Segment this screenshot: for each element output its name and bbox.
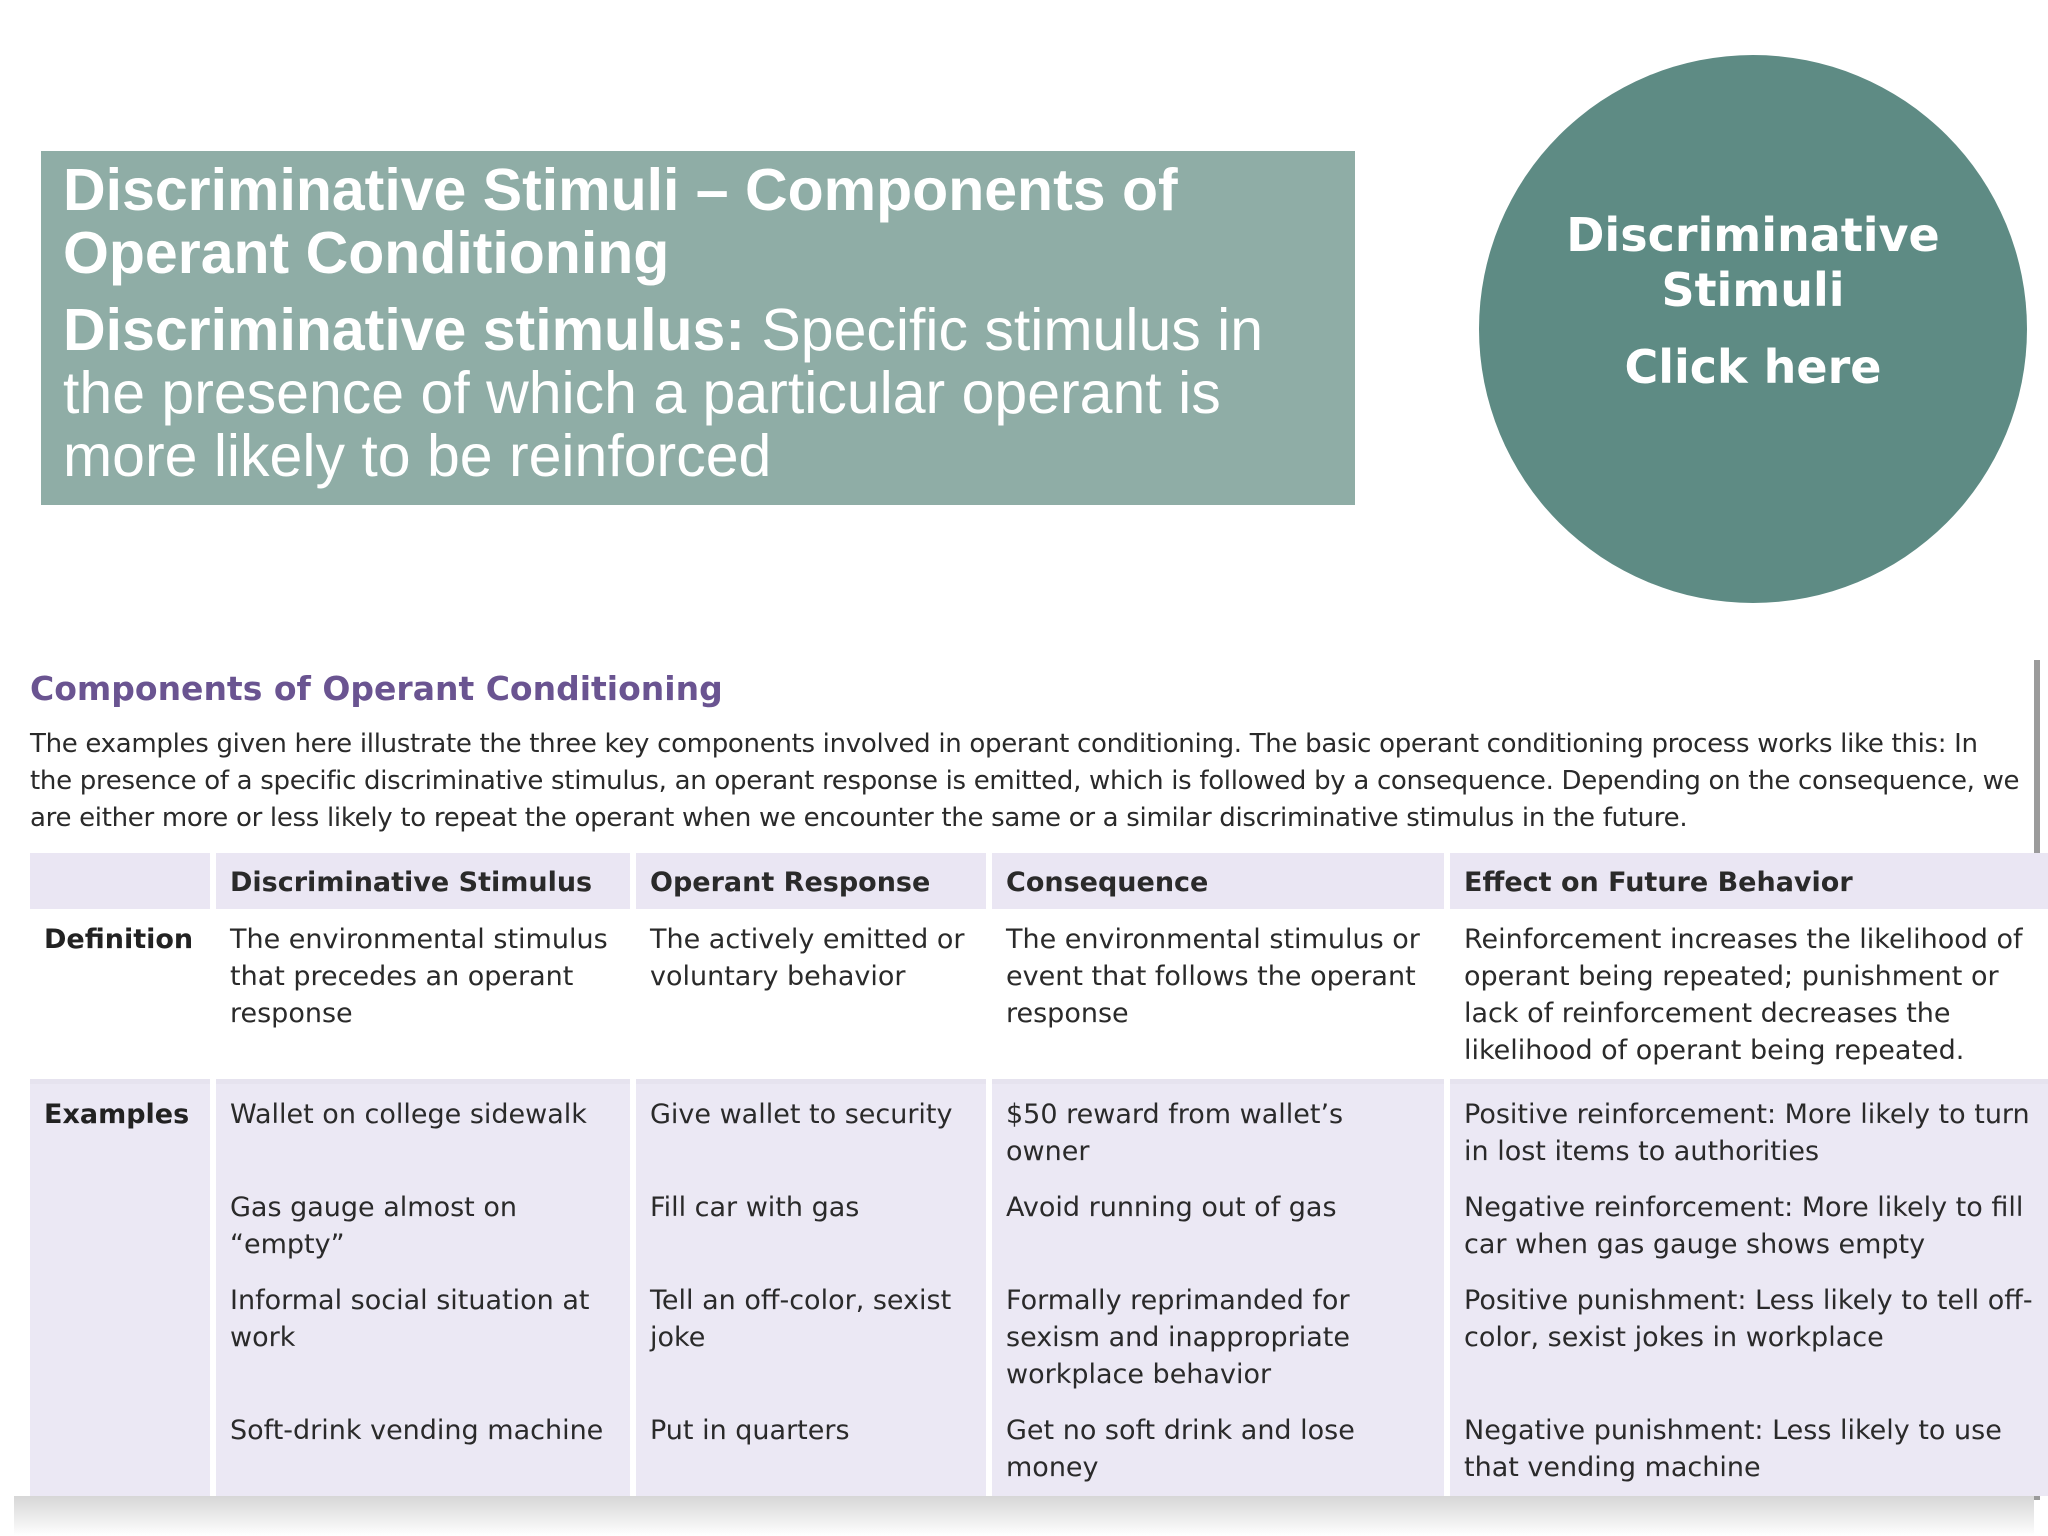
examples-column-consequence bbox=[992, 1084, 1444, 1496]
table-cell: Positive punishment: Less likely to tell off-color, sexist jokes in workplace bbox=[1464, 1285, 2033, 1353]
examples-column-effect-on-future-behavior bbox=[1450, 1084, 2048, 1496]
header-discriminative-stimulus: Discriminative Stimulus bbox=[216, 853, 630, 909]
panel-title: Components of Operant Conditioning bbox=[30, 669, 723, 708]
examples-column-discriminative-stimulus bbox=[216, 1084, 630, 1496]
slide-title: Discriminative Stimuli – Components of Operant Conditioning bbox=[63, 157, 1178, 286]
definition-body: Specific stimulus in the presence of which a particular operant is more likely to be reinforced bbox=[63, 297, 1264, 489]
table-cell: Give wallet to security bbox=[650, 1099, 953, 1130]
title-banner bbox=[41, 151, 1355, 505]
table-cell: Negative reinforcement: More likely to fill car when gas gauge shows empty bbox=[1464, 1192, 2024, 1260]
table-cell: Put in quarters bbox=[650, 1415, 850, 1446]
header-effect-on-future-behavior: Effect on Future Behavior bbox=[1450, 853, 2048, 909]
table-cell: Gas gauge almost on “empty” bbox=[230, 1192, 517, 1260]
examples-row-label: Examples bbox=[30, 1084, 210, 1496]
panel-description: The examples given here illustrate the three key components involved in operant conditioning. The basic operant conditioning process works like this: In the presence of a specific discriminative stimulus, an operant response is emitted, which is followed by a consequence. Depending on the consequence, we are either more or less likely to repeat the operant when we encounter the same or a similar discriminative stimulus in the future. bbox=[30, 729, 2020, 833]
definition-row-label: Definition bbox=[30, 909, 210, 1084]
table-cell: $50 reward from wallet’s owner bbox=[1006, 1099, 1344, 1167]
table-header-row bbox=[30, 853, 2048, 909]
discriminative-stimuli-link-button[interactable] bbox=[1479, 55, 2027, 603]
table-cell: Formally reprimanded for sexism and inappropriate workplace behavior bbox=[1006, 1285, 1350, 1390]
table-cell: The environmental stimulus that precedes an operant response bbox=[216, 909, 630, 1084]
table-cell: Get no soft drink and lose money bbox=[1006, 1415, 1355, 1483]
definition-text bbox=[63, 299, 1333, 488]
table-cell: The actively emitted or voluntary behavior bbox=[636, 909, 986, 1084]
table-cell: The environmental stimulus or event that follows the operant response bbox=[992, 909, 1444, 1084]
table-cell: Reinforcement increases the likelihood of operant being repeated; punishment or lack of reinforcement decreases the likelihood of operant being repeated. bbox=[1450, 909, 2048, 1084]
table-cell: Avoid running out of gas bbox=[1006, 1192, 1337, 1223]
table-cell: Soft-drink vending machine bbox=[230, 1415, 604, 1446]
header-operant-response: Operant Response bbox=[636, 853, 986, 909]
table-cell: Fill car with gas bbox=[650, 1192, 860, 1223]
examples-column-operant-response bbox=[636, 1084, 986, 1496]
circle-button-title: Discriminative Stimuli bbox=[1566, 208, 1940, 317]
components-table-panel bbox=[14, 652, 2034, 1496]
table-cell: Informal social situation at work bbox=[230, 1285, 590, 1353]
panel-fade bbox=[14, 1496, 2034, 1536]
examples-row bbox=[30, 1084, 2048, 1496]
table-cell: Positive reinforcement: More likely to turn in lost items to authorities bbox=[1464, 1099, 2030, 1167]
table-cell: Wallet on college sidewalk bbox=[230, 1099, 587, 1130]
definition-term: Discriminative stimulus: bbox=[63, 297, 745, 363]
components-table bbox=[24, 853, 2048, 1496]
header-consequence: Consequence bbox=[992, 853, 1444, 909]
table-cell: Negative punishment: Less likely to use that vending machine bbox=[1464, 1415, 2002, 1483]
definition-row bbox=[30, 909, 2048, 1084]
header-corner bbox=[30, 853, 210, 909]
click-here-label: Click here bbox=[1624, 340, 1882, 394]
table-cell: Tell an off-color, sexist joke bbox=[650, 1285, 952, 1353]
